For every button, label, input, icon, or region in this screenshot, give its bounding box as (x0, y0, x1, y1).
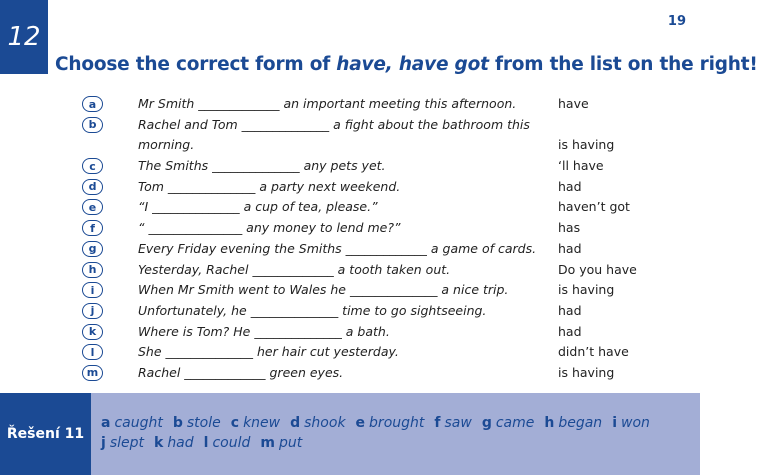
item-sentence: Tom ______________ a party next weekend. (138, 178, 401, 194)
answer-letter: h (544, 415, 555, 431)
item-letter-badge: i (82, 282, 103, 298)
answer-word: could (212, 435, 251, 451)
answer-letter: d (290, 415, 301, 431)
exercise-row (0, 156, 700, 177)
exercise-row (0, 135, 700, 156)
answer-footer (0, 393, 700, 475)
answer-word: won (621, 415, 650, 431)
answer-word: came (495, 415, 535, 431)
option-word: is having (558, 364, 615, 380)
option-word: had (558, 240, 582, 256)
answer-item (482, 413, 535, 433)
answer-letter: f (434, 415, 441, 431)
page-number: 19 (667, 14, 686, 29)
item-sentence: Where is Tom? He ______________ a bath. (138, 323, 390, 339)
option-word: has (558, 220, 581, 236)
exercise-list (0, 94, 700, 384)
item-letter-badge: k (82, 324, 103, 340)
answer-item (204, 433, 251, 453)
item-letter-badge: d (82, 179, 103, 195)
item-letter-badge: a (82, 96, 103, 112)
item-letter-badge: b (82, 117, 103, 133)
exercise-row (0, 94, 700, 115)
answer-item (154, 433, 194, 453)
answer-word: saw (444, 415, 472, 431)
answer-letter: c (230, 415, 240, 431)
option-word: haven’t got (558, 199, 630, 215)
item-sentence: Every Friday evening the Smiths _____________ a game of cards. (138, 240, 537, 256)
title-prefix: Choose the correct form of (55, 54, 337, 75)
answer-letter: b (172, 415, 183, 431)
answer-word: knew (243, 415, 281, 431)
answer-item (173, 413, 221, 433)
answer-item (290, 413, 345, 433)
item-letter-badge: j (82, 303, 103, 319)
item-letter-badge: h (82, 262, 103, 278)
answer-item (101, 433, 144, 453)
answer-item (544, 413, 602, 433)
exercise-row (0, 322, 700, 343)
answer-letter: g (481, 415, 492, 431)
answer-word: brought (369, 415, 425, 431)
exercise-row (0, 218, 700, 239)
title-suffix: from the list on the right! (488, 54, 758, 75)
item-sentence: morning. (138, 137, 195, 153)
option-word: is having (558, 282, 615, 298)
answer-item (356, 413, 425, 433)
option-word: didn’t have (558, 344, 629, 360)
item-letter-badge: g (82, 241, 103, 257)
option-word: had (558, 178, 582, 194)
item-letter-badge: f (82, 220, 103, 236)
exercise-row (0, 280, 700, 301)
item-sentence: The Smiths ______________ any pets yet. (138, 158, 386, 174)
item-letter-badge: l (82, 344, 103, 360)
exercise-row (0, 197, 700, 218)
item-sentence: When Mr Smith went to Wales he ______________ a nice trip. (138, 282, 509, 298)
answer-item (612, 413, 650, 433)
answer-word: caught (114, 415, 163, 431)
answer-letter: m (260, 435, 275, 451)
answer-letter: k (154, 435, 164, 451)
item-sentence: Mr Smith _____________ an important meeting this afternoon. (138, 96, 517, 111)
exercise-number: 12 (7, 22, 41, 52)
item-letter-badge: e (82, 199, 103, 215)
answer-letter: a (101, 415, 111, 431)
footer-label: Řešení 11 (0, 393, 91, 475)
item-letter-badge: c (82, 158, 103, 174)
answer-item (260, 433, 302, 453)
option-word: is having (558, 137, 615, 153)
exercise-title (55, 54, 758, 75)
answer-letter: l (203, 435, 209, 451)
item-sentence: “I ______________ a cup of tea, please.” (138, 199, 378, 215)
option-word: had (558, 302, 582, 318)
option-word: had (558, 323, 582, 339)
answer-letter: e (355, 415, 366, 431)
exercise-row (0, 301, 700, 322)
item-sentence: “ _______________ any money to lend me?” (138, 220, 401, 236)
answer-letter: j (101, 435, 106, 451)
option-word: ‘ll have (558, 158, 604, 174)
answer-word: stole (186, 415, 221, 431)
exercise-row (0, 260, 700, 281)
exercise-number-box (0, 0, 48, 74)
exercise-row (0, 177, 700, 198)
answer-item (434, 413, 471, 433)
answer-item (101, 413, 163, 433)
answer-word: began (558, 415, 603, 431)
exercise-row (0, 363, 700, 384)
title-keywords: have, have got (336, 54, 489, 75)
exercise-row (0, 342, 700, 363)
item-sentence: She ______________ her hair cut yesterday. (138, 344, 399, 360)
answer-word: had (167, 435, 194, 451)
item-sentence: Rachel _____________ green eyes. (138, 364, 344, 380)
answer-list (101, 413, 691, 453)
option-word: have (558, 96, 589, 111)
answer-word: slept (109, 435, 144, 451)
item-sentence: Yesterday, Rachel _____________ a tooth taken out. (138, 261, 451, 277)
exercise-row (0, 115, 700, 136)
answer-item (231, 413, 280, 433)
option-word: Do you have (558, 261, 637, 277)
answer-letter: i (612, 415, 617, 431)
answer-word: put (278, 435, 303, 451)
item-letter-badge: m (82, 365, 103, 381)
answer-word: shook (304, 415, 346, 431)
exercise-row (0, 239, 700, 260)
item-sentence: Unfortunately, he ______________ time to go sightseeing. (138, 302, 487, 318)
item-sentence: Rachel and Tom ______________ a fight about the bathroom this (138, 116, 530, 132)
